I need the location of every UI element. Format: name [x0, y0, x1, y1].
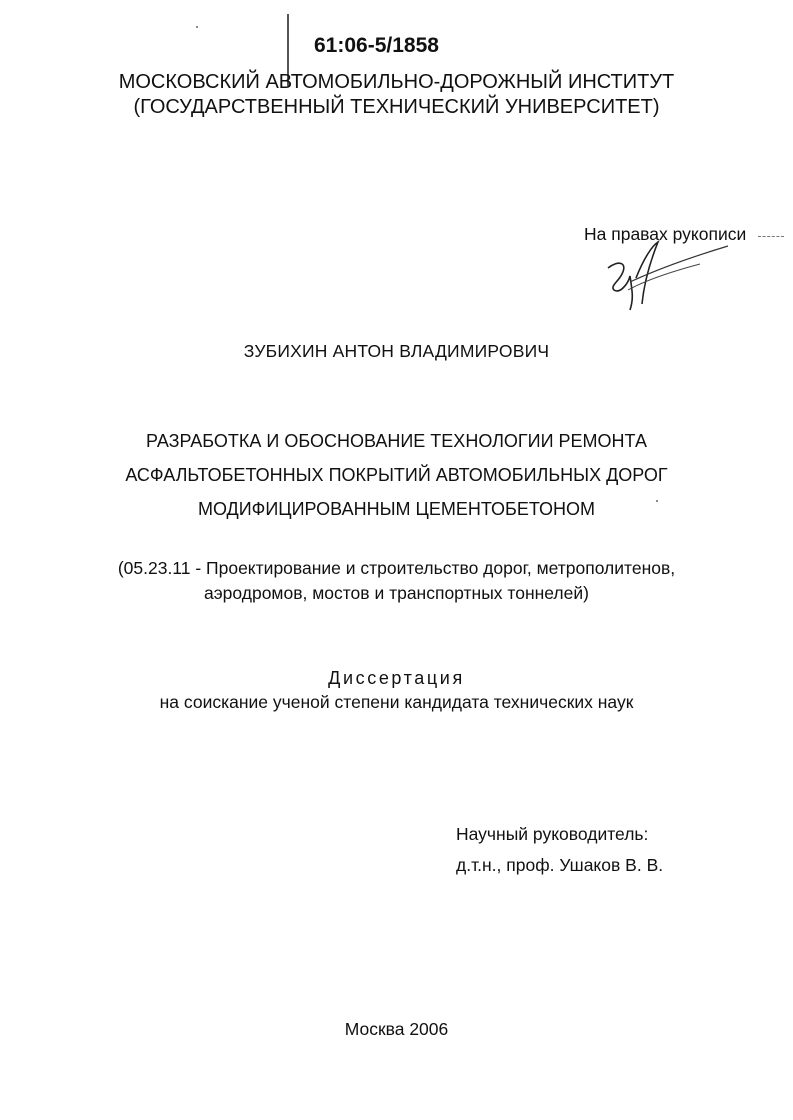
title-line-1: РАЗРАБОТКА И ОБОСНОВАНИЕ ТЕХНОЛОГИИ РЕМОНТА: [146, 431, 647, 451]
rights-dash-line: [758, 236, 784, 237]
institution-line-1: МОСКОВСКИЙ АВТОМОБИЛЬНО-ДОРОЖНЫЙ ИНСТИТУТ: [118, 71, 675, 93]
institution-line-2: (ГОСУДАРСТВЕННЫЙ ТЕХНИЧЕСКИЙ УНИВЕРСИТЕТ): [133, 96, 660, 118]
city-year: Москва 2006: [344, 1019, 449, 1039]
degree-line: на соискание ученой степени кандидата технических наук: [159, 692, 634, 712]
title-line-3: МОДИФИЦИРОВАННЫМ ЦЕМЕНТОБЕТОНОМ: [197, 499, 596, 519]
advisor-name: д.т.н., проф. Ушаков В. В.: [456, 855, 664, 875]
advisor-label: Научный руководитель:: [456, 824, 649, 844]
specialty-line-2: аэродромов, мостов и транспортных тоннелей): [204, 583, 589, 603]
advisor-block: [456, 819, 663, 881]
manuscript-rights-note: На правах рукописи: [584, 224, 747, 244]
catalog-number: 61:06-5/1858: [314, 34, 439, 57]
document-type: Диссертация: [328, 668, 465, 688]
author-name: ЗУБИХИН АНТОН ВЛАДИМИРОВИЧ: [243, 341, 550, 361]
specialty-code: [0, 556, 793, 606]
dissertation-title: [0, 424, 793, 526]
title-line-2: АСФАЛЬТОБЕТОННЫХ ПОКРЫТИЙ АВТОМОБИЛЬНЫХ ДОРОГ: [125, 465, 668, 485]
specialty-line-1: (05.23.11 - Проектирование и строительство дорог, метрополитенов,: [117, 558, 676, 578]
institution-name: [0, 70, 793, 120]
scan-artifact-dot: [196, 26, 198, 28]
signature-icon: [600, 238, 730, 318]
